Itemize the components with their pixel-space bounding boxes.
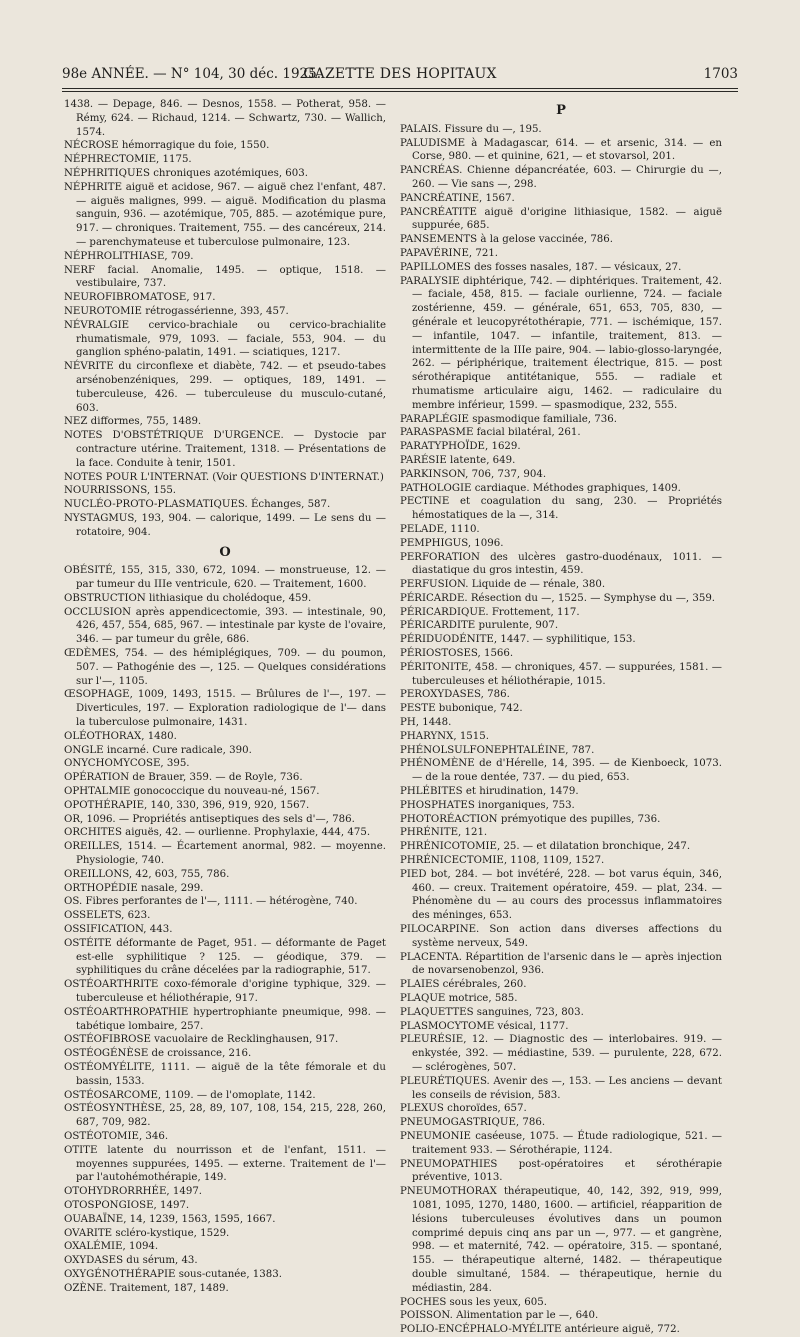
index-entry: OPOTHÉRAPIE, 140, 330, 396, 919, 920, 1567. — [64, 799, 310, 811]
index-entry: PERFUSION. Liquide de — rénale, 380. — [400, 579, 606, 591]
index-entry: PARASPASME facial bilatéral, 261. — [400, 427, 581, 439]
index-entry: ONYCHOMYCOSE, 395. — [64, 758, 190, 770]
index-entry: PHRÉNICECTOMIE, 1108, 1109, 1527. — [400, 855, 605, 867]
index-entry: NÉPHRITIQUES chroniques azotémiques, 603. — [64, 167, 308, 179]
index-entry: NERF facial. Anomalie, 1495. — optique, 1518. — vestibulaire, 737. — [64, 264, 386, 290]
index-entry: OCCLUSION après appendicectomie, 393. — intestinale, 90, 426, 457, 554, 685, 967. — intestinale par kyste de l'ovaire, 346. — par tumeur du grêle, 686. — [64, 606, 386, 646]
index-entry: ŒSOPHAGE, 1009, 1493, 1515. — Brûlures de l'—, 197. — Diverticules, 197. — Exploration radiologique de l'— dans la tuberculose pulmonaire, 1431. — [64, 689, 386, 729]
index-entry: OSTÉOARTHROPATHIE hypertrophiante pneumique, 998. — tabétique lombaire, 257. — [64, 1006, 386, 1032]
index-entry: PANCRÉAS. Chienne dépancréatée, 603. — Chirurgie du —, 260. — Vie sans —, 298. — [400, 165, 722, 190]
index-entry: PNEUMONIE caséeuse, 1075. — Étude radiologique, 521. — traitement 933. — Sérothérapie, 1124. — [400, 1130, 722, 1156]
index-entry: POCHES sous les yeux, 605. — [400, 1296, 547, 1308]
index-entry: PANCRÉATINE, 1567. — [400, 192, 515, 204]
index-entry: PELADE, 1110. — [400, 523, 480, 535]
index-entry: NYSTAGMUS, 193, 904. — calorique, 1499. — Le sens du — rotatoire, 904. — [64, 512, 386, 538]
index-entry: PECTINE et coagulation du sang, 230. — Propriétés hémostatiques de la —, 314. — [400, 496, 722, 522]
index-entry: PIED bot, 284. — bot invétéré, 228. — bot varus équin, 346, 460. — creux. Traitement opératoire, 459. — plat, 234. — Phénomène du — au cours des processus inflammatoires des méninges, 653. — [400, 868, 722, 922]
index-entry: POISSON. Alimentation par le —, 640. — [400, 1310, 599, 1322]
index-entry: PLEXUS choroïdes, 657. — [400, 1103, 527, 1115]
header-rule-top — [62, 88, 738, 89]
index-entry: PÉRICARDITE purulente, 907. — [400, 620, 559, 632]
index-entry: 1438. — Depage, 846. — Desnos, 1558. — Potherat, 958. — Rémy, 624. — Richaud, 1214. — Schwartz, 730. — Wallich, 1574. — [64, 99, 386, 138]
index-entry: OSSIFICATION, 443. — [64, 924, 173, 936]
index-entry: OREILLES, 1514. — Écartement anormal, 982. — moyenne. Physiologie, 740. — [64, 841, 386, 867]
page-number: 1703 — [703, 66, 738, 82]
index-entry: OREILLONS, 42, 603, 755, 786. — [64, 868, 230, 880]
index-entry: PILOCARPINE. Son action dans diverses affections du système nerveux, 549. — [400, 924, 722, 949]
index-entry: ORTHOPÉDIE nasale, 299. — [64, 882, 204, 894]
index-entry: PARALYSIE diphtérique, 742. — diphtériques. Traitement, 42. — faciale, 458, 815. — faciale ourlienne, 724. — faciale zostérienne, 459. — générale, 651, 653, 705, 830, — générale et leucopyrétothérapie, 771. — ischémique, 157. — infantile, 1047. — infantile, traitement, 813. — intermittente de la IIIe paire, 904. — labio-glosso-laryngée, 262. — périphérique, traitement électrique, 815. — post sérothérapique antitétanique, 555. — radiale et rhumatisme articulaire aigu, 1462. — radiculaire du membre inférieur, 1599. — spasmodique, 232, 555. — [400, 275, 722, 411]
index-entry: OSTÉOARTHRITE coxo-fémorale d'origine typhique, 329. — tuberculeuse et héliothérapie, 917. — [64, 979, 386, 1004]
index-entry: PLAIES cérébrales, 260. — [400, 979, 527, 991]
index-entry: OSTÉITE déformante de Paget, 951. — déformante de Paget est-elle syphilitique ? 125. — géodique, 379. — syphilitiques du crâne décelées par la radiographie, 517. — [64, 937, 386, 977]
index-entry: OSTÉOFIBROSE vacuolaire de Recklinghausen, 917. — [64, 1034, 339, 1046]
index-entry: NÉPHRITE aiguë et acidose, 967. — aiguë chez l'enfant, 487. — aiguës malignes, 999. — aiguë. Modification du plasma sanguin, 936. — azotémique, 705, 885. — azotémique pure, 917. — chroniques. Traitement, 755. — des cancéreux, 214. — parenchymateuse et tuberculose pulmonaire, 123. — [64, 181, 386, 248]
index-entry: PEMPHIGUS, 1096. — [400, 537, 504, 549]
index-entry: PHARYNX, 1515. — [400, 730, 489, 742]
index-entry: PEROXYDASES, 786. — [400, 689, 510, 701]
index-entry: PHLÉBITES et hirudination, 1479. — [400, 786, 579, 798]
index-entry: PATHOLOGIE cardiaque. Méthodes graphiques, 1409. — [400, 482, 681, 494]
index-entry: NEZ difformes, 755, 1489. — [64, 416, 202, 428]
index-entry: NÉPHROLITHIASE, 709. — [64, 250, 194, 262]
index-entry: OTOSPONGIOSE, 1497. — [64, 1199, 190, 1211]
index-entry: NEUROTOMIE rétrogassérienne, 393, 457. — [64, 305, 289, 317]
index-entry: OSTÉOMYÉLITE, 1111. — aiguë de la tête fémorale et du bassin, 1533. — [64, 1061, 386, 1087]
index-entry: PALAIS. Fissure du —, 195. — [400, 123, 542, 135]
index-entry: NÉPHRECTOMIE, 1175. — [64, 154, 192, 166]
section-letter: O — [219, 544, 231, 560]
index-entry: ORCHITES aiguës, 42. — ourlienne. Prophylaxie, 444, 475. — [64, 827, 371, 839]
index-entry: OR, 1096. — Propriétés antiseptiques des sels d'—, 786. — [64, 813, 355, 825]
index-entry: NOURRISSONS, 155. — [64, 485, 177, 497]
index-entry: PÉRICARDIQUE. Frottement, 117. — [400, 606, 580, 618]
index-entry: NÉVRITE du circonflexe et diabète, 742. — et pseudo-tabes arsénobenzéniques, 299. — optiques, 189, 1491. — tuberculeuse, 426. — tuberculeuse du musculo-cutané, 603. — [64, 361, 386, 414]
index-entry: PHÉNOLSULFONEPHTALÉINE, 787. — [400, 744, 595, 756]
index-entry: NÉCROSE hémorragique du foie, 1550. — [64, 140, 270, 152]
index-entry: PLAQUE motrice, 585. — [400, 993, 518, 1004]
index-entry: PNEUMOPATHIES post-opératoires et sérothérapie préventive, 1013. — [400, 1158, 722, 1184]
index-entry: OS. Fibres perforantes de l'—, 1111. — hétérogène, 740. — [64, 896, 358, 908]
index-entry: ŒDÈMES, 754. — des hémiplégiques, 709. — du poumon, 507. — Pathogénie des —, 125. — Quelques considérations sur l'—, 1105. — [64, 648, 386, 687]
index-entry: PÉRIDUODÉNITE, 1447. — syphilitique, 153. — [400, 634, 636, 646]
index-entry: PHÉNOMÈNE de d'Hérelle, 14, 395. — de Kienboeck, 1073. — de la roue dentée, 737. — du pied, 653. — [400, 758, 722, 784]
index-entry: PNEUMOGASTRIQUE, 786. — [400, 1117, 546, 1129]
index-entry: PARATYPHOÏDE, 1629. — [400, 441, 521, 453]
index-entry: NOTES POUR L'INTERNAT. (Voir QUESTIONS D'INTERNAT.) — [64, 471, 384, 483]
index-entry: PANCRÉATITE aiguë d'origine lithiasique, 1582. — aiguë suppurée, 685. — [400, 206, 722, 232]
index-entry: OBÉSITÉ, 155, 315, 330, 672, 1094. — monstrueuse, 12. — par tumeur du IIIe ventricule, 620. — Traitement, 1600. — [64, 565, 386, 591]
index-entry: PÉRIOSTOSES, 1566. — [400, 648, 514, 660]
index-entry: PAPAVÉRINE, 721. — [400, 247, 499, 259]
section-letter: P — [556, 103, 566, 118]
index-entry: PLASMOCYTOME vésical, 1177. — [400, 1020, 569, 1032]
right-column — [400, 98, 722, 1336]
index-entry: PANSEMENTS à la gelose vaccinée, 786. — [400, 234, 613, 246]
index-entry: OSTÉOSYNTHÈSE, 25, 28, 89, 107, 108, 154, 215, 228, 260, 687, 709, 982. — [64, 1103, 386, 1129]
index-entry: OPÉRATION de Brauer, 359. — de Royle, 736. — [64, 772, 303, 784]
index-entry: OLÉOTHORAX, 1480. — [64, 730, 177, 742]
index-entry: OXALÉMIE, 1094. — [64, 1241, 159, 1253]
index-entry: NÉVRALGIE cervico-brachiale ou cervico-brachialite rhumatismale, 979, 1093. — faciale, 553, 904. — du ganglion sphéno-palatin, 1491. — sciatiques, 1217. — [64, 319, 386, 359]
index-entry: OSTÉOTOMIE, 346. — [64, 1130, 169, 1142]
index-entry: PLEURÉTIQUES. Avenir des —, 153. — Les anciens — devant les conseils de révision, 583. — [400, 1075, 722, 1101]
index-entry: PERFORATION des ulcères gastro-duodénaux, 1011. — diastatique du gros intestin, 459. — [400, 551, 722, 577]
left-column — [64, 98, 386, 1294]
index-entry: PARÉSIE latente, 649. — [400, 454, 516, 466]
index-entry: OXYDASES du sérum, 43. — [64, 1255, 198, 1267]
index-entry: PLEURÉSIE, 12. — Diagnostic des — interlobaires. 919. — enkystée, 392. — médiastine, 539. — purulente, 228, 672. — sclérogènes, 507. — [400, 1034, 722, 1073]
index-entry: PÉRICARDE. Résection du —, 1525. — Symphyse du —, 359. — [400, 592, 716, 604]
running-header — [62, 66, 738, 86]
index-entry: PAPILLOMES des fosses nasales, 187. — vésicaux, 27. — [400, 261, 682, 273]
index-entry: OSTÉOGÉNÈSE de croissance, 216. — [64, 1048, 252, 1060]
index-entry: PHRÉNICOTOMIE, 25. — et dilatation bronchique, 247. — [400, 841, 691, 853]
index-entry: OSSELETS, 623. — [64, 910, 151, 922]
index-entry: PLAQUETTES sanguines, 723, 803. — [400, 1006, 584, 1018]
journal-title: GAZETTE DES HOPITAUX — [303, 66, 497, 82]
index-entry: PÉRITONITE, 458. — chroniques, 457. — suppurées, 1581. — tuberculeuses et héliothérapie, 1015. — [400, 661, 722, 687]
index-entry: PARAPLÉGIE spasmodique familiale, 736. — [400, 413, 617, 425]
index-entry: NOTES D'OBSTÉTRIQUE D'URGENCE. — Dystocie par contracture utérine. Traitement, 1318. — Présentations de la face. Conduite à tenir, 1501. — [64, 430, 386, 469]
index-entry: NEUROFIBROMATOSE, 917. — [64, 292, 216, 304]
index-entry: OSTÉOSARCOME, 1109. — de l'omoplate, 1142. — [64, 1089, 316, 1101]
index-entry: PH, 1448. — [400, 717, 452, 729]
issue-info: 98e ANNÉE. — N° 104, 30 déc. 1925. — [62, 66, 322, 82]
index-entry: PALUDISME à Madagascar, 614. — et arsenic, 314. — en Corse, 980. — et quinine, 621, — et stovarsol, 201. — [400, 137, 722, 163]
index-entry: OXYGÉNOTHÉRAPIE sous-cutanée, 1383. — [64, 1268, 282, 1280]
index-entry: OVARITE scléro-kystique, 1529. — [64, 1227, 230, 1239]
index-entry: PHOTORÉACTION prémyotique des pupilles, 736. — [400, 813, 661, 825]
index-entry: PLACENTA. Répartition de l'arsenic dans le — après injection de novarsenobenzol, 936. — [400, 951, 722, 977]
header-rule-bottom — [62, 91, 738, 92]
index-entry: PNEUMOTHORAX thérapeutique, 40, 142, 392, 919, 999, 1081, 1095, 1270, 1480, 1600. — artificiel, réapparition de lésions tuberculeuses évolutives dans un poumon comprimé depuis cinq ans par un —, 977. — et gangrène, 998. — et maternité, 742. — opératoire, 315. — spontané, 155. — thérapeutique alterné, 1482. — thérapeutique double simultané, 1584. — thérapeutique, hernie du médiastin, 284. — [400, 1186, 722, 1294]
index-entry: PHRÉNITE, 121. — [400, 827, 488, 839]
index-entry: OPHTALMIE gonococcique du nouveau-né, 1567. — [64, 786, 320, 798]
index-entry: PESTE bubonique, 742. — [400, 703, 523, 715]
index-entry: POLIO-ENCÉPHALO-MYÉLITE antérieure aiguë, 772. — [400, 1324, 680, 1336]
index-entry: OBSTRUCTION lithiasique du cholédoque, 459. — [64, 592, 312, 604]
index-entry: PHOSPHATES inorganiques, 753. — [400, 799, 575, 811]
index-entry: OZÈNE. Traitement, 187, 1489. — [64, 1282, 229, 1294]
index-entry: PARKINSON, 706, 737, 904. — [400, 468, 547, 480]
index-entry: OTOHYDRORRHÉE, 1497. — [64, 1186, 203, 1198]
index-entry: OUABAÏNE, 14, 1239, 1563, 1595, 1667. — [64, 1213, 276, 1225]
index-entry: NUCLÉO-PROTO-PLASMATIQUES. Échanges, 587. — [64, 499, 331, 511]
index-entry: ONGLE incarné. Cure radicale, 390. — [64, 744, 252, 756]
index-entry: OTITE latente du nourrisson et de l'enfant, 1511. — moyennes suppurées, 1495. — externe. Traitement de l'— par l'autohémothérapie, 149. — [64, 1144, 386, 1184]
